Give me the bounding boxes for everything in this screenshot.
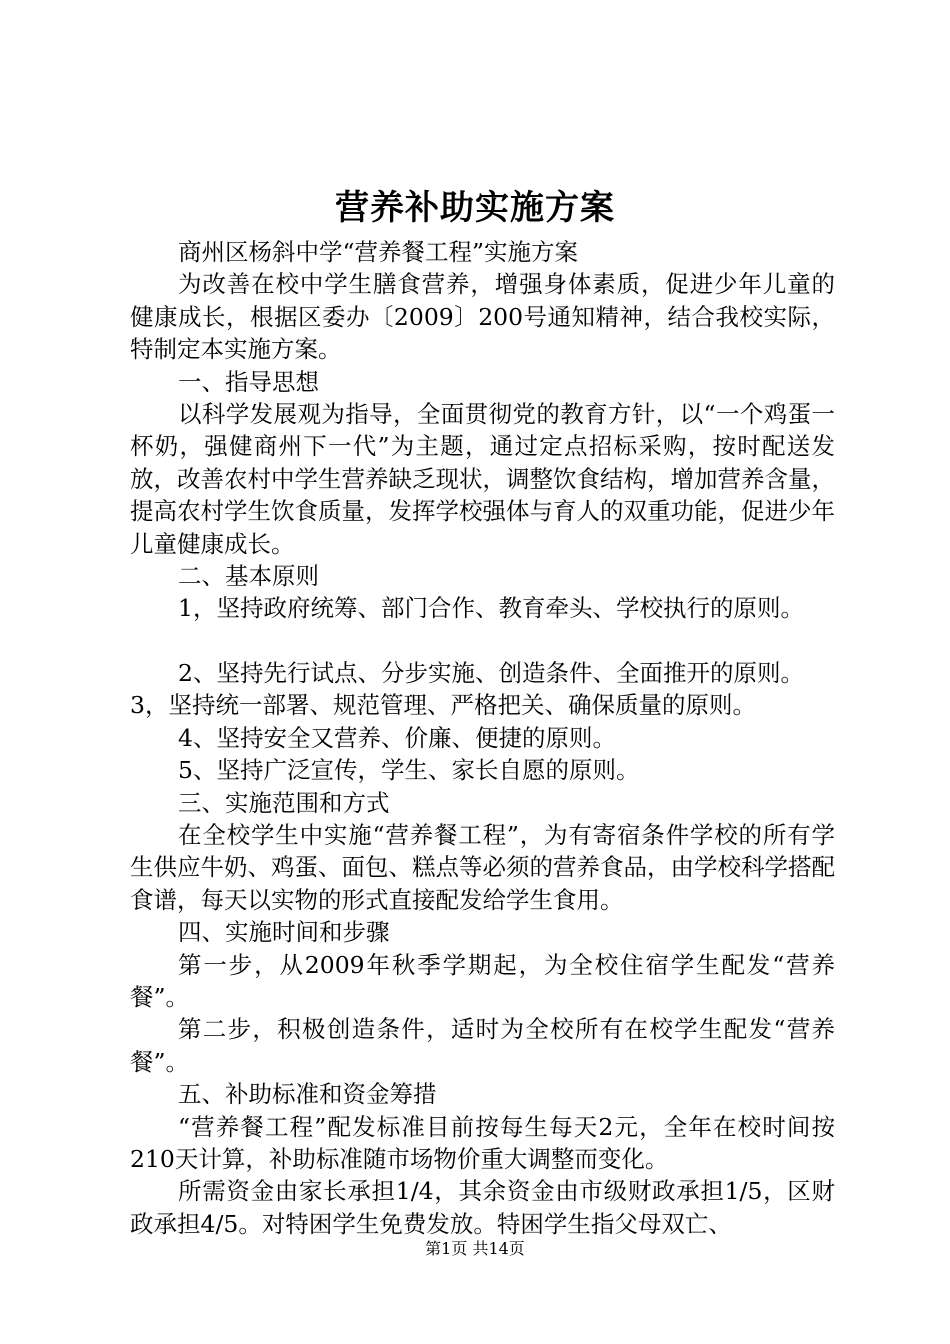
section-heading-2: 二、基本原则 xyxy=(178,562,319,591)
paragraph-step-1: 第一步，从2009年秋季学期起，为全校住宿学生配发“营养餐”。 xyxy=(130,950,835,1011)
paragraph-funding: 所需资金由家长承担1/4，其余资金由市级财政承担1/5，区财政承担4/5。对特困学生免费发放。特困学生指父母双亡、 xyxy=(130,1177,835,1238)
paragraph-intro: 为改善在校中学生膳食营养，增强身体素质，促进少年儿童的健康成长，根据区委办〔2009〕200号通知精神，结合我校实际，特制定本实施方案。 xyxy=(130,270,835,364)
principle-item-5: 5、坚持广泛宣传，学生、家长自愿的原则。 xyxy=(178,756,640,785)
paragraph-standard: “营养餐工程”配发标准目前按每生每天2元，全年在校时间按210天计算，补助标准随市场物价重大调整而变化。 xyxy=(130,1112,835,1173)
document-title: 营养补助实施方案 xyxy=(335,188,615,228)
section-heading-3: 三、实施范围和方式 xyxy=(178,788,390,817)
section-heading-1: 一、指导思想 xyxy=(178,367,319,396)
principle-item-2: 2、坚持先行试点、分步实施、创造条件、全面推开的原则。 xyxy=(178,658,804,687)
paragraph-scope: 在全校学生中实施“营养餐工程”，为有寄宿条件学校的所有学生供应牛奶、鸡蛋、面包、糕点等必须的营养食品，由学校科学搭配食谱，每天以实物的形式直接配发给学生食用。 xyxy=(130,820,835,914)
document-body xyxy=(130,236,835,1240)
paragraph-guiding-thought: 以科学发展观为指导，全面贯彻党的教育方针，以“一个鸡蛋一杯奶，强健商州下一代”为主题，通过定点招标采购，按时配送发放，改善农村中学生营养缺乏现状，调整饮食结构，增加营养含量，提高农村学生饮食质量，发挥学校强体与育人的双重功能，促进少年儿童健康成长。 xyxy=(130,400,835,558)
paragraph-subtitle: 商州区杨斜中学“营养餐工程”实施方案 xyxy=(178,238,579,266)
paragraph-step-2: 第二步，积极创造条件，适时为全校所有在校学生配发“营养餐”。 xyxy=(130,1015,835,1076)
section-heading-5: 五、补助标准和资金筹措 xyxy=(178,1080,437,1109)
principle-item-4: 4、坚持安全又营养、价廉、便捷的原则。 xyxy=(178,723,616,752)
principle-item-1: 1，坚持政府统筹、部门合作、教育牵头、学校执行的原则。 xyxy=(178,594,804,623)
page-number-footer: 第1页 共14页 xyxy=(425,1239,525,1258)
section-heading-4: 四、实施时间和步骤 xyxy=(178,918,390,947)
blank-line xyxy=(130,625,835,657)
principle-item-3: 3，坚持统一部署、规范管理、严格把关、确保质量的原则。 xyxy=(130,691,756,720)
